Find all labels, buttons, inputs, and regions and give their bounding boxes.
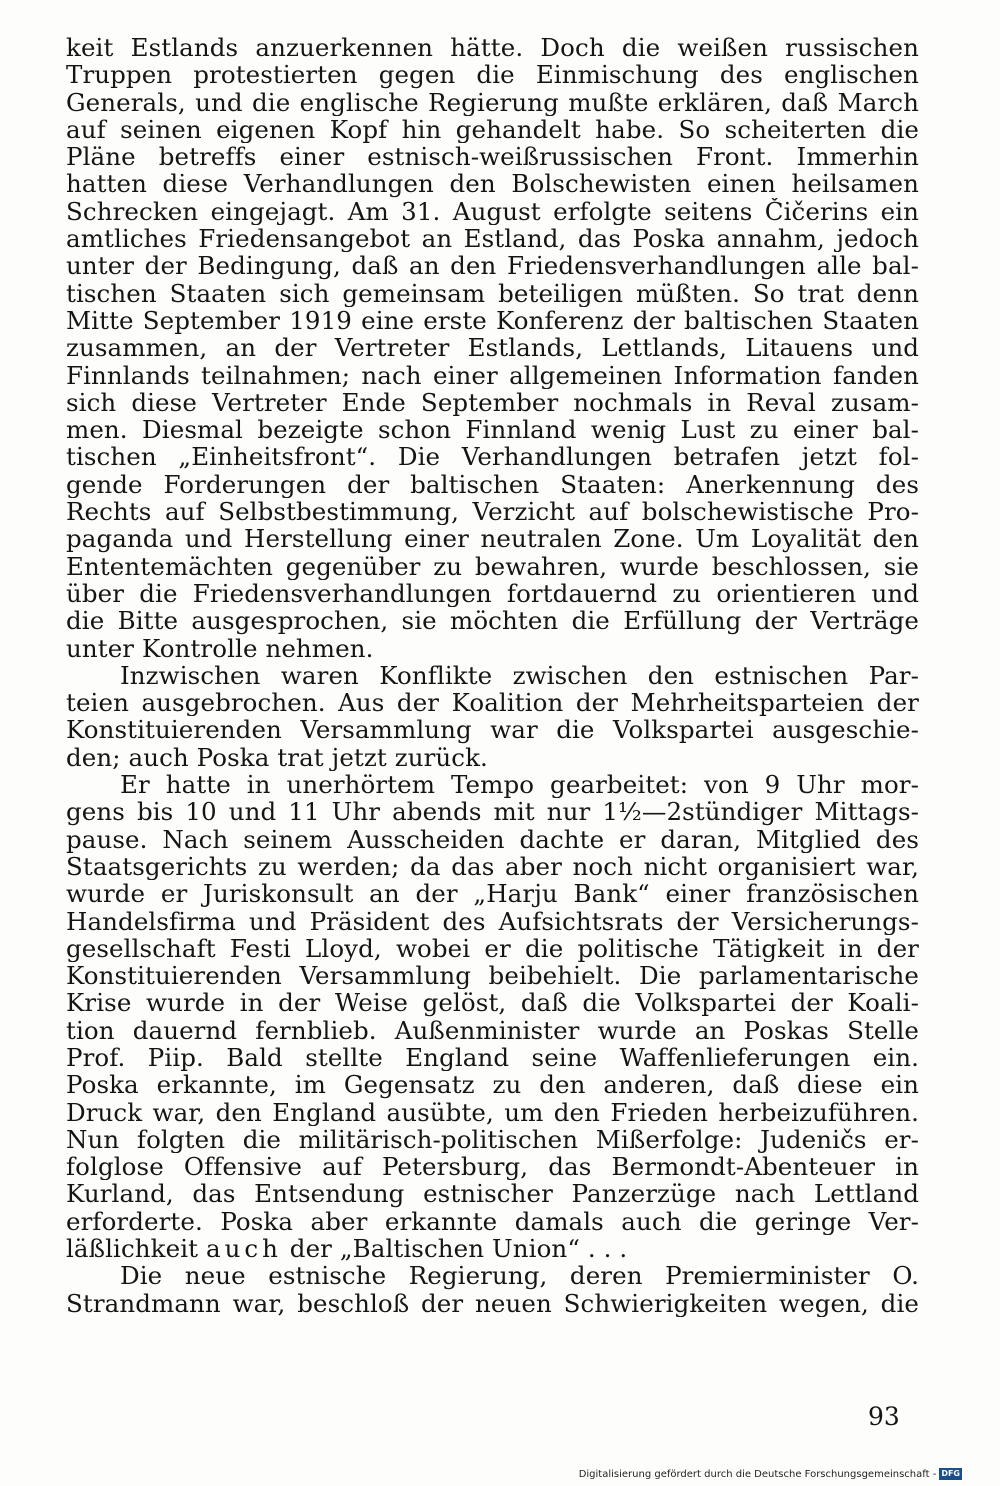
digitization-credit [579,1468,962,1480]
text-line: Konstituierenden Versammlung war die Volkspartei ausgeschie- [66,716,919,744]
text-line: unter der Bedingung, daß an den Friedensverhandlungen alle bal- [66,252,919,280]
text-line: Poska erkannte, im Gegensatz zu den anderen, daß diese ein [66,1071,919,1099]
text-line: Handelsfirma und Präsident des Aufsichtsrats der Versicherungs- [66,907,919,935]
text-line: Mitte September 1919 eine erste Konferenz der baltischen Staaten [66,306,919,335]
text-line: Staatsgerichts zu werden; da das aber noch nicht organisiert war, [66,852,919,881]
text-line: zusammen, an der Vertreter Estlands, Lettlands, Litauens und [66,334,919,362]
dfg-logo-icon: DFG [941,1469,960,1478]
text-line: amtliches Friedensangebot an Estland, das Poska annahm, jedoch [66,225,919,253]
text-line: Er hatte in unerhörtem Tempo gearbeitet: von 9 Uhr mor- [120,771,919,799]
text-line: Prof. Piip. Bald stellte England seine Waffenlieferungen ein. [66,1043,919,1072]
text-line: paganda und Herstellung einer neutralen Zone. Um Loyalität den [66,525,919,553]
text-line: Die neue estnische Regierung, deren Premierminister O. [120,1262,919,1290]
text-line: tischen „Einheitsfront“. Die Verhandlungen betrafen jetzt fol- [66,443,919,471]
text-line: teien ausgebrochen. Aus der Koalition der Mehrheitsparteien der [66,689,919,717]
text-line: Konstituierenden Versammlung beibehielt. Die parlamentarische [66,962,919,990]
text-line: Finnlands teilnahmen; nach einer allgemeinen Information fanden [66,361,919,389]
text-line [66,1235,919,1262]
text-segment: läßlichkeit [66,1235,199,1263]
text-line: den; auch Poska trat jetzt zurück. [66,743,488,772]
text-line: men. Diesmal bezeigte schon Finnland wenig Lust zu einer bal- [66,416,919,444]
text-line: unter Kontrolle nehmen. [66,634,374,662]
text-segment: der „Baltischen Union“ . . . [289,1235,628,1263]
text-line: auf seinen eigenen Kopf hin gehandelt habe. So scheiterten die [66,115,919,144]
text-line: wurde er Juriskonsult an der „Harju Bank“ einer französischen [66,880,919,908]
text-line: über die Friedensverhandlungen fortdauernd zu orientieren und [66,579,919,608]
text-line: folglose Offensive auf Petersburg, das Bermondt-Abenteuer in [66,1153,919,1181]
text-line: gesellschaft Festi Lloyd, wobei er die politische Tätigkeit in der [66,934,919,963]
text-line: Schrecken eingejagt. Am 31. August erfolgte seitens Čičerins ein [66,197,919,226]
text-line: Rechts auf Selbstbestimmung, Verzicht auf bolschewistische Pro- [66,498,919,526]
text-line: gens bis 10 und 11 Uhr abends mit nur 1½—2stündiger Mittags- [66,798,919,826]
text-line: Nun folgten die militärisch-politischen Mißerfolge: Judeničs er- [66,1125,919,1154]
text-line: erforderte. Poska aber erkannte damals auch die geringe Ver- [66,1207,919,1236]
text-line: Ententemächten gegenüber zu bewahren, wurde beschlossen, sie [66,552,919,580]
text-line: Krise wurde in der Weise gelöst, daß die Volkspartei der Koali- [66,989,919,1017]
emphasized-word: auch [206,1235,282,1263]
text-line: tion dauernd fernblieb. Außenminister wurde an Poskas Stelle [66,1016,919,1044]
text-line: tischen Staaten sich gemeinsam beteiligen müßten. So trat denn [66,279,919,307]
text-line: Generals, und die englische Regierung mußte erklären, daß March [66,88,919,116]
text-line: Kurland, das Entsendung estnischer Panzerzüge nach Lettland [66,1180,919,1208]
text-line: keit Estlands anzuerkennen hätte. Doch die weißen russischen [66,34,919,62]
text-line: Inzwischen waren Konflikte zwischen den estnischen Par- [120,661,919,690]
text-line: gende Forderungen der baltischen Staaten: Anerkennung des [66,470,919,499]
body-text [66,34,919,1317]
text-line: hatten diese Verhandlungen den Bolschewisten einen heilsamen [66,170,919,198]
page-number: 93 [868,1402,900,1431]
text-line: Strandmann war, beschloß der neuen Schwierigkeiten wegen, die [66,1289,919,1317]
text-line: Truppen protestierten gegen die Einmischung des englischen [66,61,919,89]
text-line: die Bitte ausgesprochen, sie möchten die Erfüllung der Verträge [66,607,919,635]
credit-text: Digitalisierung gefördert durch die Deutsche Forschungsgemeinschaft - [578,1468,937,1480]
text-line: pause. Nach seinem Ausscheiden dachte er daran, Mitglied des [66,825,919,853]
text-line: Druck war, den England ausübte, um den Frieden herbeizuführen. [66,1098,919,1126]
text-line: Pläne betreffs einer estnisch-weißrussischen Front. Immerhin [66,143,919,171]
text-line: sich diese Vertreter Ende September nochmals in Reval zusam- [66,388,919,417]
